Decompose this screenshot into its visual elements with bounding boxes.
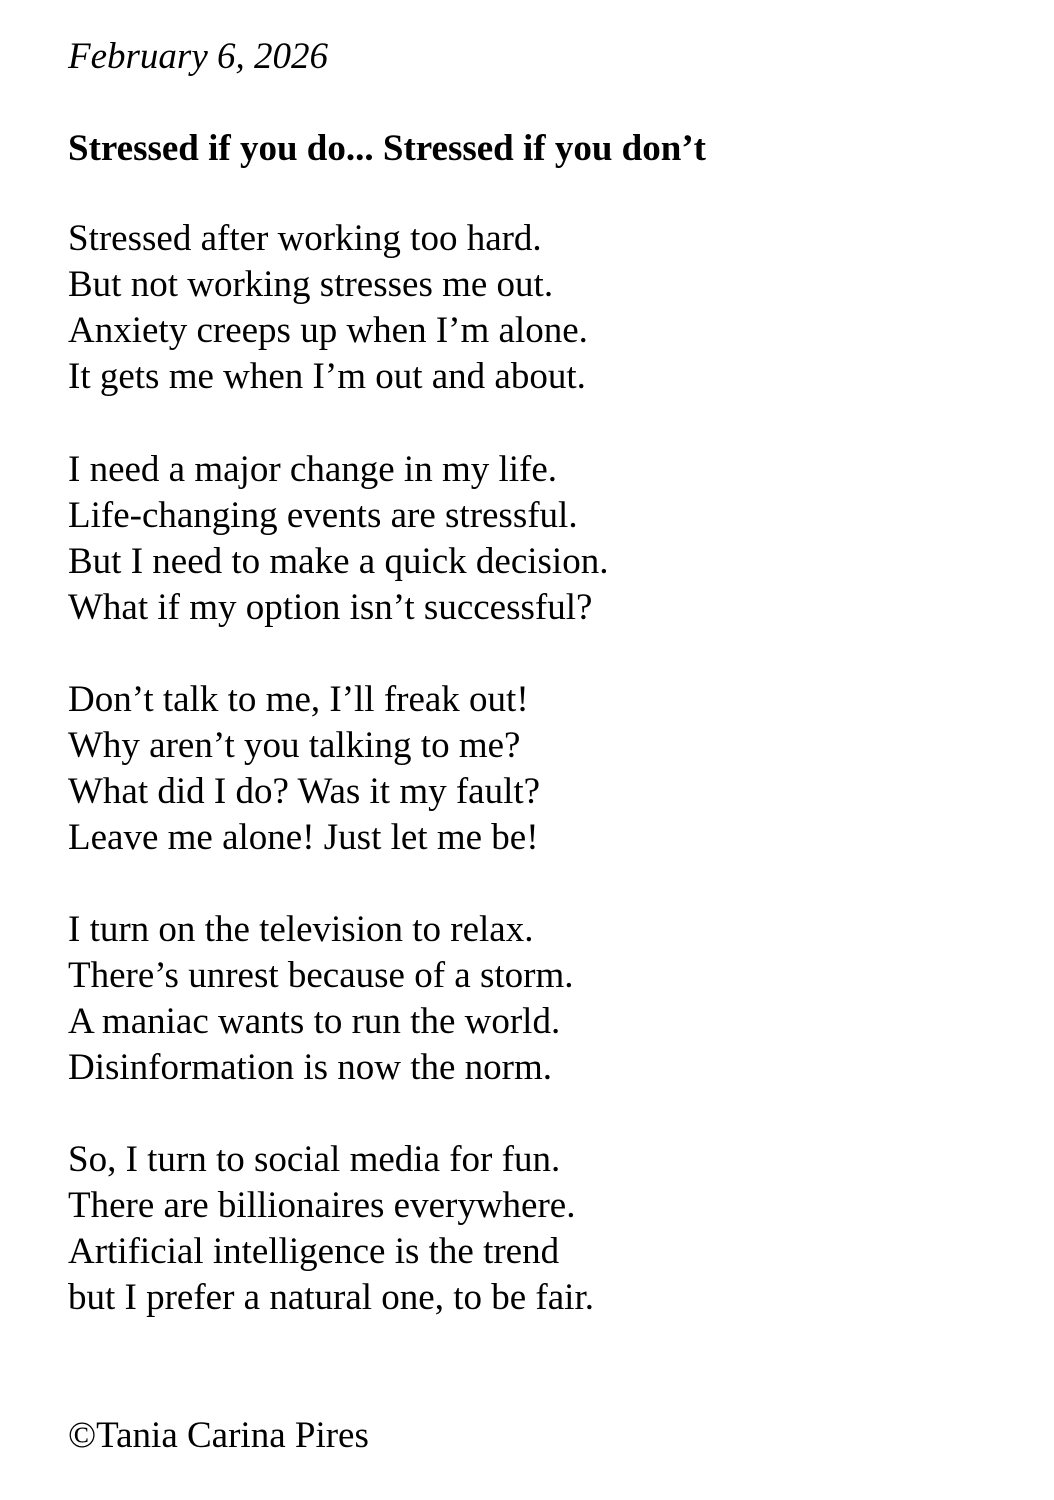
poem-line: Why aren’t you talking to me? <box>68 725 521 766</box>
poem-line: But not working stresses me out. <box>68 264 554 305</box>
poem-line: Leave me alone! Just let me be! <box>68 817 539 858</box>
poem-line: There are billionaires everywhere. <box>68 1185 576 1226</box>
poem-date: February 6, 2026 <box>68 36 328 77</box>
poem-line: What did I do? Was it my fault? <box>68 771 541 812</box>
poem-title: Stressed if you do... Stressed if you don’t <box>68 128 706 169</box>
poem-line: Artificial intelligence is the trend <box>68 1231 560 1272</box>
poem-line: What if my option isn’t successful? <box>68 587 593 628</box>
poem-line: Anxiety creeps up when I’m alone. <box>68 310 588 351</box>
poem-line: It gets me when I’m out and about. <box>68 356 586 397</box>
copyright-notice: ©Tania Carina Pires <box>68 1415 369 1456</box>
stanza-4 <box>68 907 573 1091</box>
stanza-5 <box>68 1137 594 1321</box>
poem-line: but I prefer a natural one, to be fair. <box>68 1277 594 1318</box>
poem-line: I turn on the television to relax. <box>68 909 534 950</box>
stanza-2 <box>68 447 608 631</box>
stanza-3 <box>68 677 540 861</box>
poem-line: Don’t talk to me, I’ll freak out! <box>68 679 529 720</box>
poem-line: A maniac wants to run the world. <box>68 1001 561 1042</box>
poem-line: So, I turn to social media for fun. <box>68 1139 561 1180</box>
poem-line: But I need to make a quick decision. <box>68 541 609 582</box>
stanza-1 <box>68 216 588 400</box>
poem-line: Life-changing events are stressful. <box>68 495 578 536</box>
poem-line: There’s unrest because of a storm. <box>68 955 574 996</box>
poem-line: Disinformation is now the norm. <box>68 1047 553 1088</box>
poem-line: Stressed after working too hard. <box>68 218 542 259</box>
poem-line: I need a major change in my life. <box>68 449 558 490</box>
